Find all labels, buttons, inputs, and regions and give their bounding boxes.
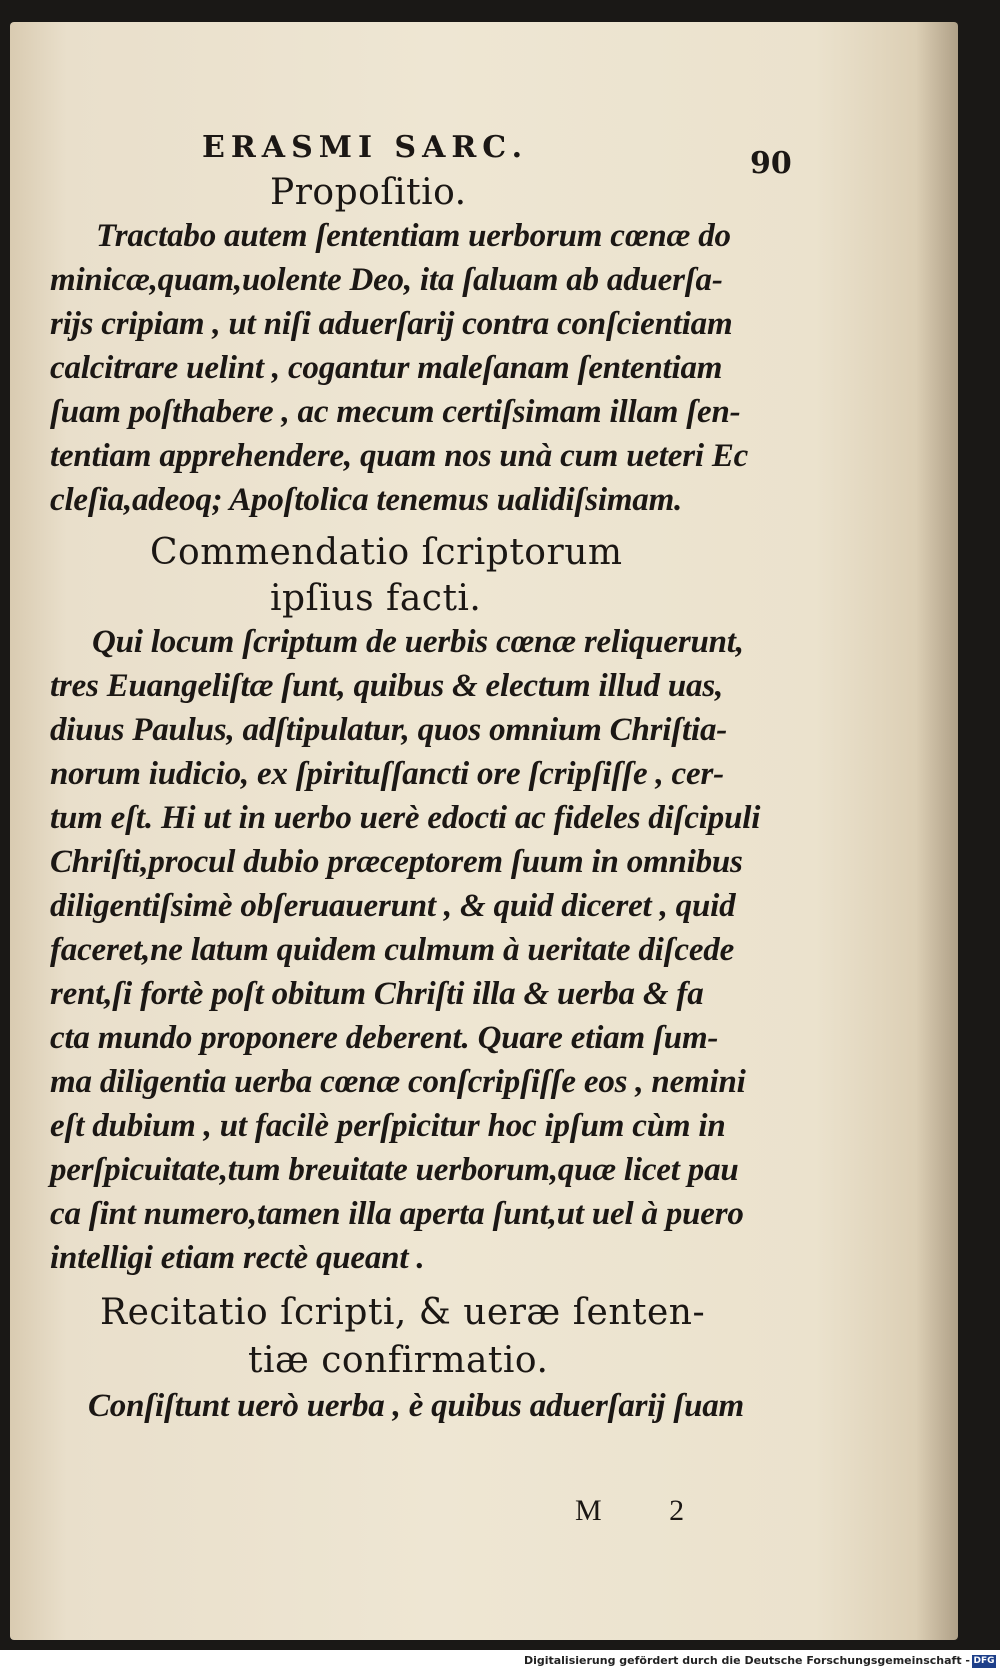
text-line: ſuam poſthabere , ac mecum certiſsimam illam ſen- bbox=[50, 394, 741, 430]
text-line: perſpicuitate,tum breuitate uerborum,quæ licet pau bbox=[50, 1152, 739, 1188]
section-heading-commendatio: Commendatio ſcriptorum bbox=[150, 532, 623, 573]
text-line: Qui locum ſcriptum de uerbis cœnæ reliquerunt, bbox=[92, 624, 744, 660]
book-page bbox=[10, 22, 958, 1640]
text-line: tres Euangeliſtæ ſunt, quibus & electum illud uas, bbox=[50, 668, 724, 704]
text-line: norum iudicio, ex ſpirituſſancti ore ſcripſiſſe , cer- bbox=[50, 756, 724, 792]
text-line: rent,ſi fortè poſt obitum Chriſti illa & uerba & fa bbox=[50, 976, 704, 1012]
text-line: Chriſti,procul dubio præceptorem ſuum in omnibus bbox=[50, 844, 743, 880]
text-line: faceret,ne latum quidem culmum à ueritate diſcede bbox=[50, 932, 735, 968]
text-line: tum eſt. Hi ut in uerbo uerè edocti ac fideles diſcipuli bbox=[50, 800, 761, 836]
text-line: ma diligentia uerba cœnæ conſcripſiſſe eos , nemini bbox=[50, 1064, 746, 1100]
page-edge-shadow bbox=[916, 22, 958, 1640]
text-line: diuus Paulus, adſtipulatur, quos omnium Chriſtia- bbox=[50, 712, 728, 748]
text-line: cta mundo proponere deberent. Quare etiam ſum- bbox=[50, 1020, 719, 1056]
dfg-credit-text: Digitalisierung gefördert durch die Deutsche Forschungsgemeinschaft - bbox=[523, 1654, 970, 1667]
running-head-title: ERASMI SARC. bbox=[202, 130, 529, 165]
digitization-footer bbox=[0, 1650, 1000, 1676]
text-line: tentiam apprehendere, quam nos unà cum ueteri Ec bbox=[50, 438, 749, 474]
section-heading-recitatio-cont: tiæ confirmatio. bbox=[248, 1340, 549, 1381]
text-line: Conſiſtunt uerò uerba , è quibus aduerſarij ſuam bbox=[88, 1388, 745, 1424]
page-number: 90 bbox=[750, 146, 792, 181]
text-line: Tractabo autem ſententiam uerborum cœnæ do bbox=[96, 218, 731, 254]
text-line: rijs cripiam , ut niſi aduerſarij contra conſcientiam bbox=[50, 306, 733, 342]
text-line: ca ſint numero,tamen illa aperta ſunt,ut uel à puero bbox=[50, 1196, 744, 1232]
text-line: diligentiſsimè obſeruauerunt , & quid diceret , quid bbox=[50, 888, 736, 924]
text-line: eſt dubium , ut facilè perſpicitur hoc ipſum cùm in bbox=[50, 1108, 726, 1144]
signature-mark: M 2 bbox=[575, 1494, 715, 1527]
text-line: cleſia,adeoq; Apoſtolica tenemus ualidiſsimam. bbox=[50, 482, 683, 518]
text-line: minicæ,quam,uolente Deo, ita ſaluam ab aduerſa- bbox=[50, 262, 723, 298]
section-heading-propositio: Propoſitio. bbox=[270, 172, 467, 213]
text-line: intelligi etiam rectè queant . bbox=[50, 1240, 425, 1276]
section-heading-recitatio: Recitatio ſcripti, & ueræ ſenten- bbox=[100, 1292, 706, 1333]
dfg-logo: DFG bbox=[973, 1656, 995, 1666]
text-line: calcitrare uelint , cogantur maleſanam ſententiam bbox=[50, 350, 723, 386]
section-heading-commendatio-cont: ipſius facti. bbox=[270, 578, 482, 619]
